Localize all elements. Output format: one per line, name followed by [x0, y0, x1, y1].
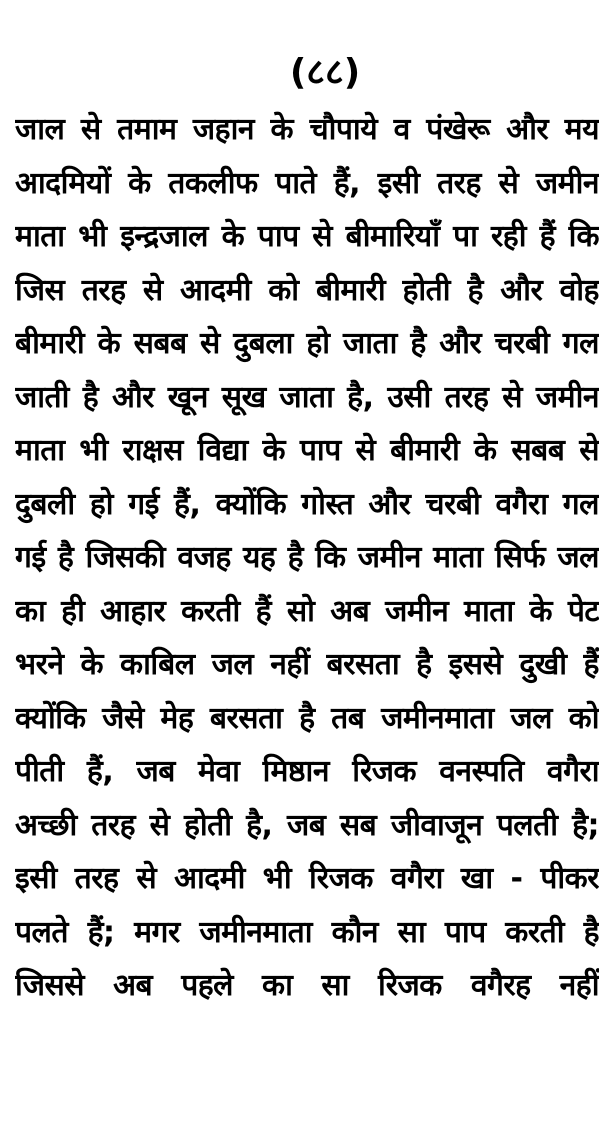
text-line: माता भी राक्षस विद्या के पाप से बीमारी के सबब से: [15, 433, 599, 468]
text-line: भरने के काबिल जल नहीं बरसता है इससे दुखी हैं: [15, 647, 599, 682]
text-line: का ही आहार करती हैं सो अब जमीन माता के पेट: [15, 593, 599, 629]
text-line: पलते हैं; मगर जमीनमाता कौन सा पाप करती है: [15, 914, 599, 950]
text-line: बीमारी के सबब से दुबला हो जाता है और चरबी गल: [15, 326, 599, 361]
text-line: क्योंकि जैसे मेह बरसता है तब जमीनमाता जल को: [15, 700, 599, 736]
text-line: माता भी इन्द्रजाल के पाप से बीमारियाँ पा रही हैं कि: [15, 219, 599, 254]
body-text: [15, 103, 599, 1013]
text-line: आदमियों के तकलीफ पाते हैं, इसी तरह से जमीन: [15, 165, 599, 201]
text-line: जिस तरह से आदमी को बीमारी होती है और वोह: [15, 272, 599, 308]
text-line: गई है जिसकी वजह यह है कि जमीन माता सिर्फ जल: [15, 540, 599, 575]
text-line: पीती हैं, जब मेवा मिष्ठान रिजक वनस्पति वगैरा: [15, 754, 599, 789]
text-line: जिससे अब पहले का सा रिजक वगैरह नहीं: [15, 968, 599, 1003]
text-line: अच्छी तरह से होती है, जब सब जीवाजून पलती है;: [15, 807, 599, 843]
text-line: जाती है और खून सूख जाता है, उसी तरह से जमीन: [15, 379, 599, 415]
page-number: (८८): [289, 52, 361, 93]
text-line: जाल से तमाम जहान के चौपाये व पंखेरू और मय: [15, 112, 599, 147]
text-line: दुबली हो गई हैं, क्योंकि गोस्त और चरबी वगैरा गल: [15, 486, 599, 522]
text-line: इसी तरह से आदमी भी रिजक वगैरा खा - पीकर: [15, 861, 599, 896]
